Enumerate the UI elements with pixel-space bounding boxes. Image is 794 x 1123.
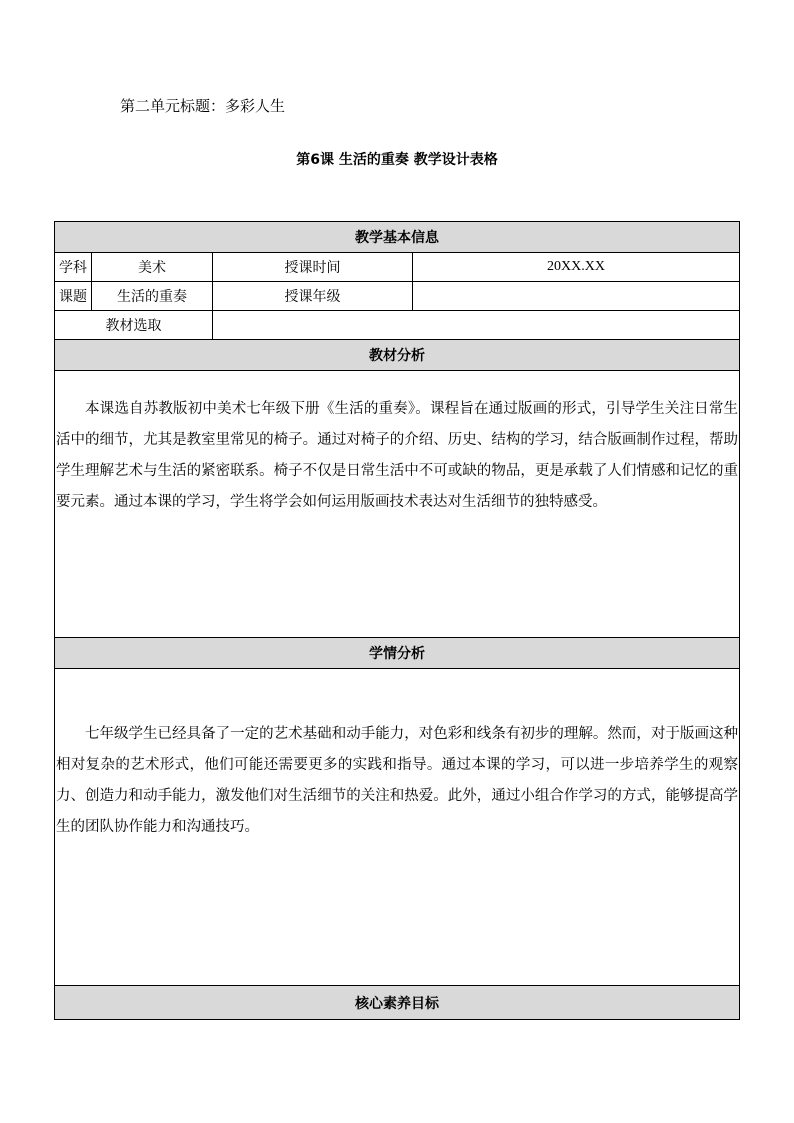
core-goals-header: 核心素养目标 — [55, 986, 740, 1020]
student-analysis-header-row — [55, 638, 740, 669]
core-goals-header-row — [55, 986, 740, 1020]
student-analysis-body-row — [55, 669, 740, 986]
material-analysis-header-row — [55, 340, 740, 371]
basic-info-header-row — [55, 222, 740, 253]
student-analysis-text: 七年级学生已经具备了一定的艺术基础和动手能力，对色彩和线条有初步的理解。然而，对于版画这种相对复杂的艺术形式，他们可能还需要更多的实践和指导。通过本课的学习，可以进一步培养学生的观察力、创造力和动手能力，激发他们对生活细节的关注和热爱。此外，通过小组合作学习的方式，能够提高学生的团队协作能力和沟通技巧。 — [56, 726, 738, 835]
topic-row — [55, 282, 740, 311]
material-analysis-text: 本课选自苏教版初中美术七年级下册《生活的重奏》。课程旨在通过版画的形式，引导学生关注日常生活中的细节，尤其是教室里常见的椅子。通过对椅子的介绍、历史、结构的学习，结合版画制作过程，帮助学生理解艺术与生活的紧密联系。椅子不仅是日常生活中不可或缺的物品，更是承载了人们情感和记忆的重要元素。通过本课的学习，学生将学会如何运用版画技术表达对生活细节的独特感受。 — [56, 401, 738, 510]
subject-label: 学科 — [55, 253, 92, 282]
teaching-design-table — [54, 221, 740, 1020]
student-analysis-header: 学情分析 — [55, 638, 740, 669]
basic-info-header: 教学基本信息 — [55, 222, 740, 253]
topic-label: 课题 — [55, 282, 92, 311]
material-value — [213, 311, 740, 340]
student-analysis-cell — [55, 669, 740, 986]
topic-value: 生活的重奏 — [92, 282, 213, 311]
lesson-title: 第6课 生活的重奏 教学设计表格 — [296, 152, 498, 168]
unit-title: 第二单元标题：多彩人生 — [120, 97, 286, 115]
material-row — [55, 311, 740, 340]
subject-value: 美术 — [92, 253, 213, 282]
material-analysis-body-row — [55, 371, 740, 638]
material-analysis-cell — [55, 371, 740, 638]
material-analysis-header: 教材分析 — [55, 340, 740, 371]
material-label: 教材选取 — [55, 311, 213, 340]
grade-value — [413, 282, 740, 311]
time-value: 20XX.XX — [413, 253, 740, 282]
time-label: 授课时间 — [213, 253, 413, 282]
grade-label: 授课年级 — [213, 282, 413, 311]
subject-row — [55, 253, 740, 282]
